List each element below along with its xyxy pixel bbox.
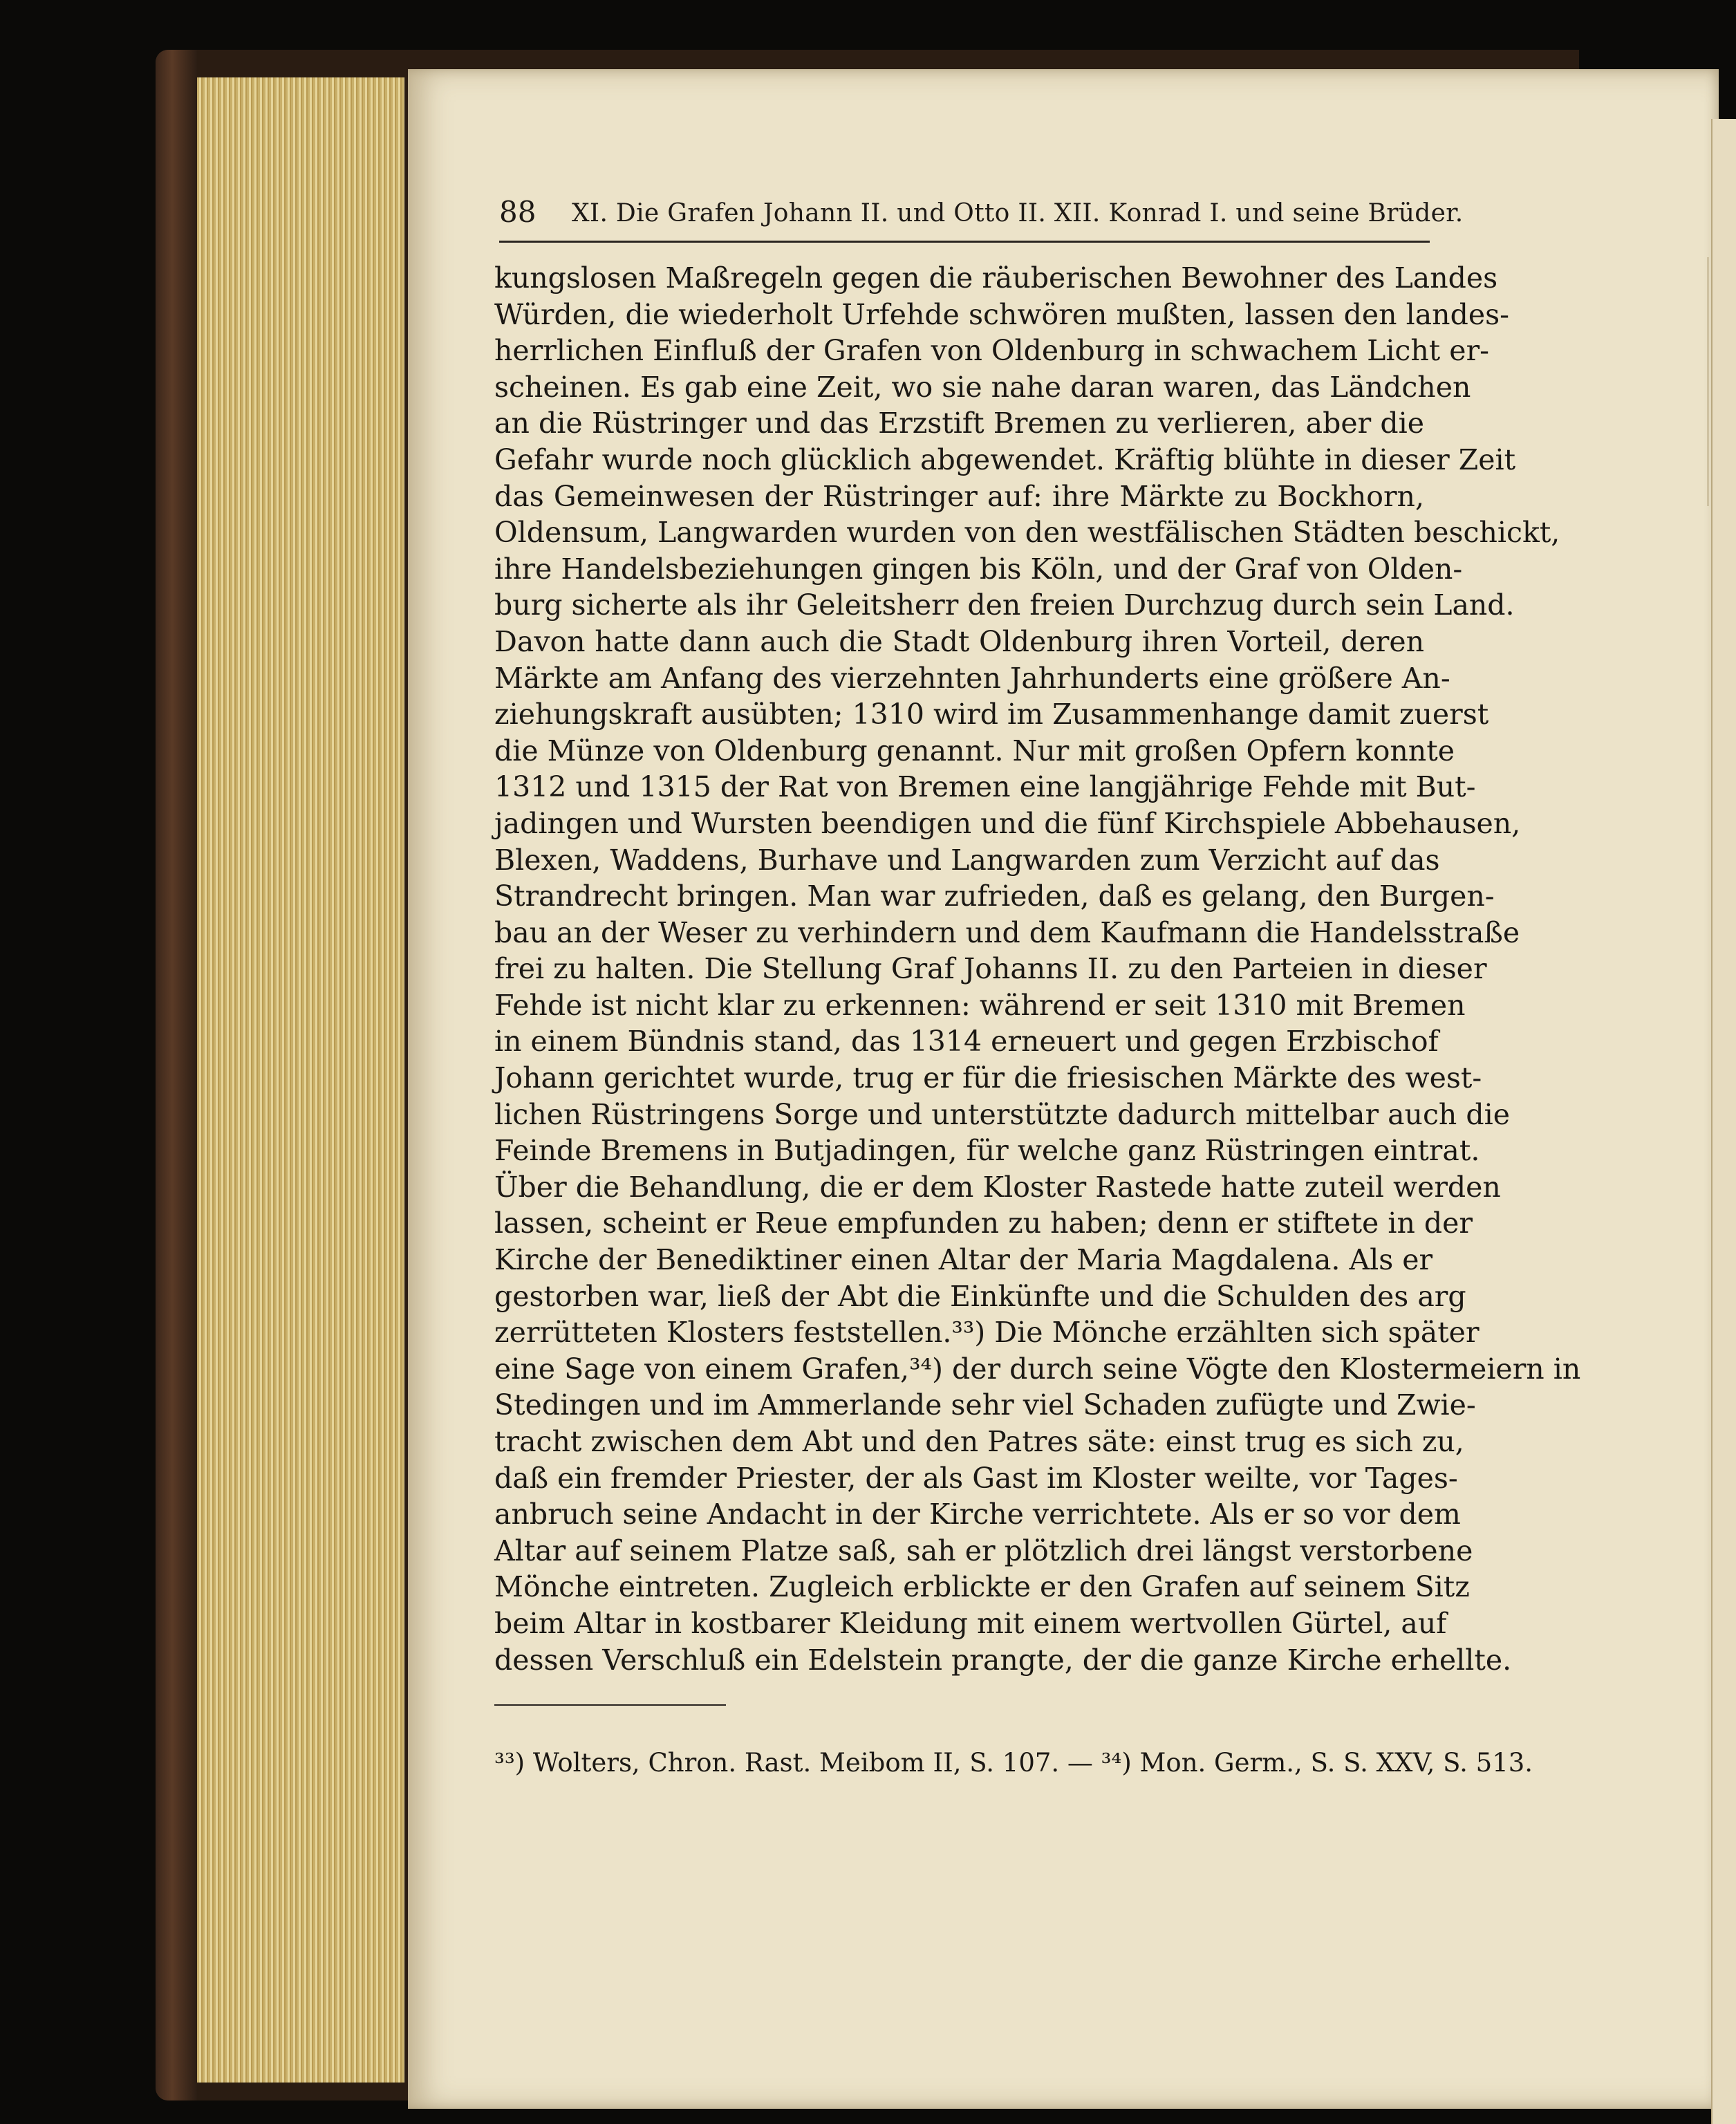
page-edges bbox=[197, 77, 404, 2083]
text-line: kungslosen Maßregeln gegen die räuberischen Bewohner des Landes bbox=[494, 261, 1498, 295]
footnote-rule bbox=[494, 1704, 726, 1706]
text-line: ihre Handelsbeziehungen gingen bis Köln, und der Graf von Olden- bbox=[494, 552, 1463, 586]
text-line: Blexen, Waddens, Burhave und Langwarden zum Verzicht auf das bbox=[494, 843, 1440, 877]
text-line: an die Rüstringer und das Erzstift Bremen zu verlieren, aber die bbox=[494, 407, 1424, 440]
page-number: 88 bbox=[499, 195, 536, 229]
text-line: Strandrecht bringen. Man war zufrieden, daß es gelang, den Burgen- bbox=[494, 879, 1495, 913]
body-text bbox=[494, 260, 1581, 1678]
text-line: anbruch seine Andacht in der Kirche verrichtete. Als er so vor dem bbox=[494, 1498, 1461, 1531]
text-line: tracht zwischen dem Abt und den Patres säte: einst trug es sich zu, bbox=[494, 1425, 1464, 1458]
text-line: scheinen. Es gab eine Zeit, wo sie nahe daran waren, das Ländchen bbox=[494, 370, 1471, 404]
text-line: das Gemeinwesen der Rüstringer auf: ihre Märkte zu Bockhorn, bbox=[494, 479, 1424, 513]
text-line: Davon hatte dann auch die Stadt Oldenburg ihren Vorteil, deren bbox=[494, 624, 1424, 658]
text-line: Würden, die wiederholt Urfehde schwören mußten, lassen den landes- bbox=[494, 297, 1509, 331]
text-line: Über die Behandlung, die er dem Kloster Rastede hatte zuteil werden bbox=[494, 1170, 1501, 1204]
text-line: Feinde Bremens in Butjadingen, für welche ganz Rüstringen eintrat. bbox=[494, 1134, 1480, 1168]
text-line: jadingen und Wursten beendigen und die fünf Kirchspiele Abbehausen, bbox=[494, 806, 1521, 840]
text-line: lichen Rüstringens Sorge und unterstützte dadurch mittelbar auch die bbox=[494, 1097, 1510, 1131]
text-line: 1312 und 1315 der Rat von Bremen eine langjährige Fehde mit But- bbox=[494, 770, 1476, 804]
text-line: daß ein fremder Priester, der als Gast im Kloster weilte, vor Tages- bbox=[494, 1461, 1458, 1495]
text-line: die Münze von Oldenburg genannt. Nur mit großen Opfern konnte bbox=[494, 734, 1455, 767]
book-cover-edge bbox=[156, 50, 197, 2100]
text-line: Oldensum, Langwarden wurden von den westfälischen Städten beschickt, bbox=[494, 516, 1560, 550]
text-line: Fehde ist nicht klar zu erkennen: während er seit 1310 mit Bremen bbox=[494, 988, 1466, 1022]
running-title: XI. Die Grafen Johann II. und Otto II. XII. Konrad I. und seine Brüder. bbox=[572, 199, 1464, 227]
text-line: in einem Bündnis stand, das 1314 erneuert und gegen Erzbischof bbox=[494, 1025, 1439, 1059]
text-line: frei zu halten. Die Stellung Graf Johanns II. zu den Parteien in dieser bbox=[494, 952, 1487, 986]
text-line: ziehungskraft ausübten; 1310 wird im Zusammenhange damit zuerst bbox=[494, 698, 1489, 732]
running-header bbox=[499, 195, 1464, 243]
text-line: herrlichen Einfluß der Grafen von Oldenburg in schwachem Licht er- bbox=[494, 334, 1490, 368]
text-line: Gefahr wurde noch glücklich abgewendet. Kräftig blühte in dieser Zeit bbox=[494, 442, 1516, 476]
text-line: Altar auf seinem Platze saß, sah er plötzlich drei längst verstorbene bbox=[494, 1534, 1473, 1567]
text-line: eine Sage von einem Grafen,³⁴) der durch seine Vögte den Klostermeiern in bbox=[494, 1352, 1581, 1386]
text-line: gestorben war, ließ der Abt die Einkünfte und die Schulden des arg bbox=[494, 1279, 1466, 1313]
text-line: Johann gerichtet wurde, trug er für die friesischen Märkte des west- bbox=[494, 1061, 1482, 1095]
text-line: beim Altar in kostbarer Kleidung mit einem wertvollen Gürtel, auf bbox=[494, 1606, 1447, 1640]
text-line: dessen Verschluß ein Edelstein prangte, der die ganze Kirche erhellte. bbox=[494, 1643, 1512, 1677]
text-line: Kirche der Benediktiner einen Altar der Maria Magdalena. Als er bbox=[494, 1243, 1433, 1277]
text-line: Stedingen und im Ammerlande sehr viel Schaden zufügte und Zwie- bbox=[494, 1388, 1476, 1422]
text-line: Mönche eintreten. Zugleich erblickte er den Grafen auf seinem Sitz bbox=[494, 1570, 1470, 1604]
text-line: bau an der Weser zu verhindern und dem Kaufmann die Handelsstraße bbox=[494, 915, 1520, 949]
text-line: zerrütteten Klosters feststellen.³³) Die Mönche erzählten sich später bbox=[494, 1316, 1480, 1350]
footnotes: ³³) Wolters, Chron. Rast. Meibom II, S. 107. — ³⁴) Mon. Germ., S. S. XXV, S. 513. bbox=[494, 1748, 1533, 1778]
ribbon-bookmark bbox=[1707, 257, 1726, 506]
text-line: Märkte am Anfang des vierzehnten Jahrhunderts eine größere An- bbox=[494, 661, 1450, 695]
text-line: lassen, scheint er Reue empfunden zu haben; denn er stiftete in der bbox=[494, 1207, 1473, 1240]
text-line: burg sicherte als ihr Geleitsherr den freien Durchzug durch sein Land. bbox=[494, 588, 1515, 622]
